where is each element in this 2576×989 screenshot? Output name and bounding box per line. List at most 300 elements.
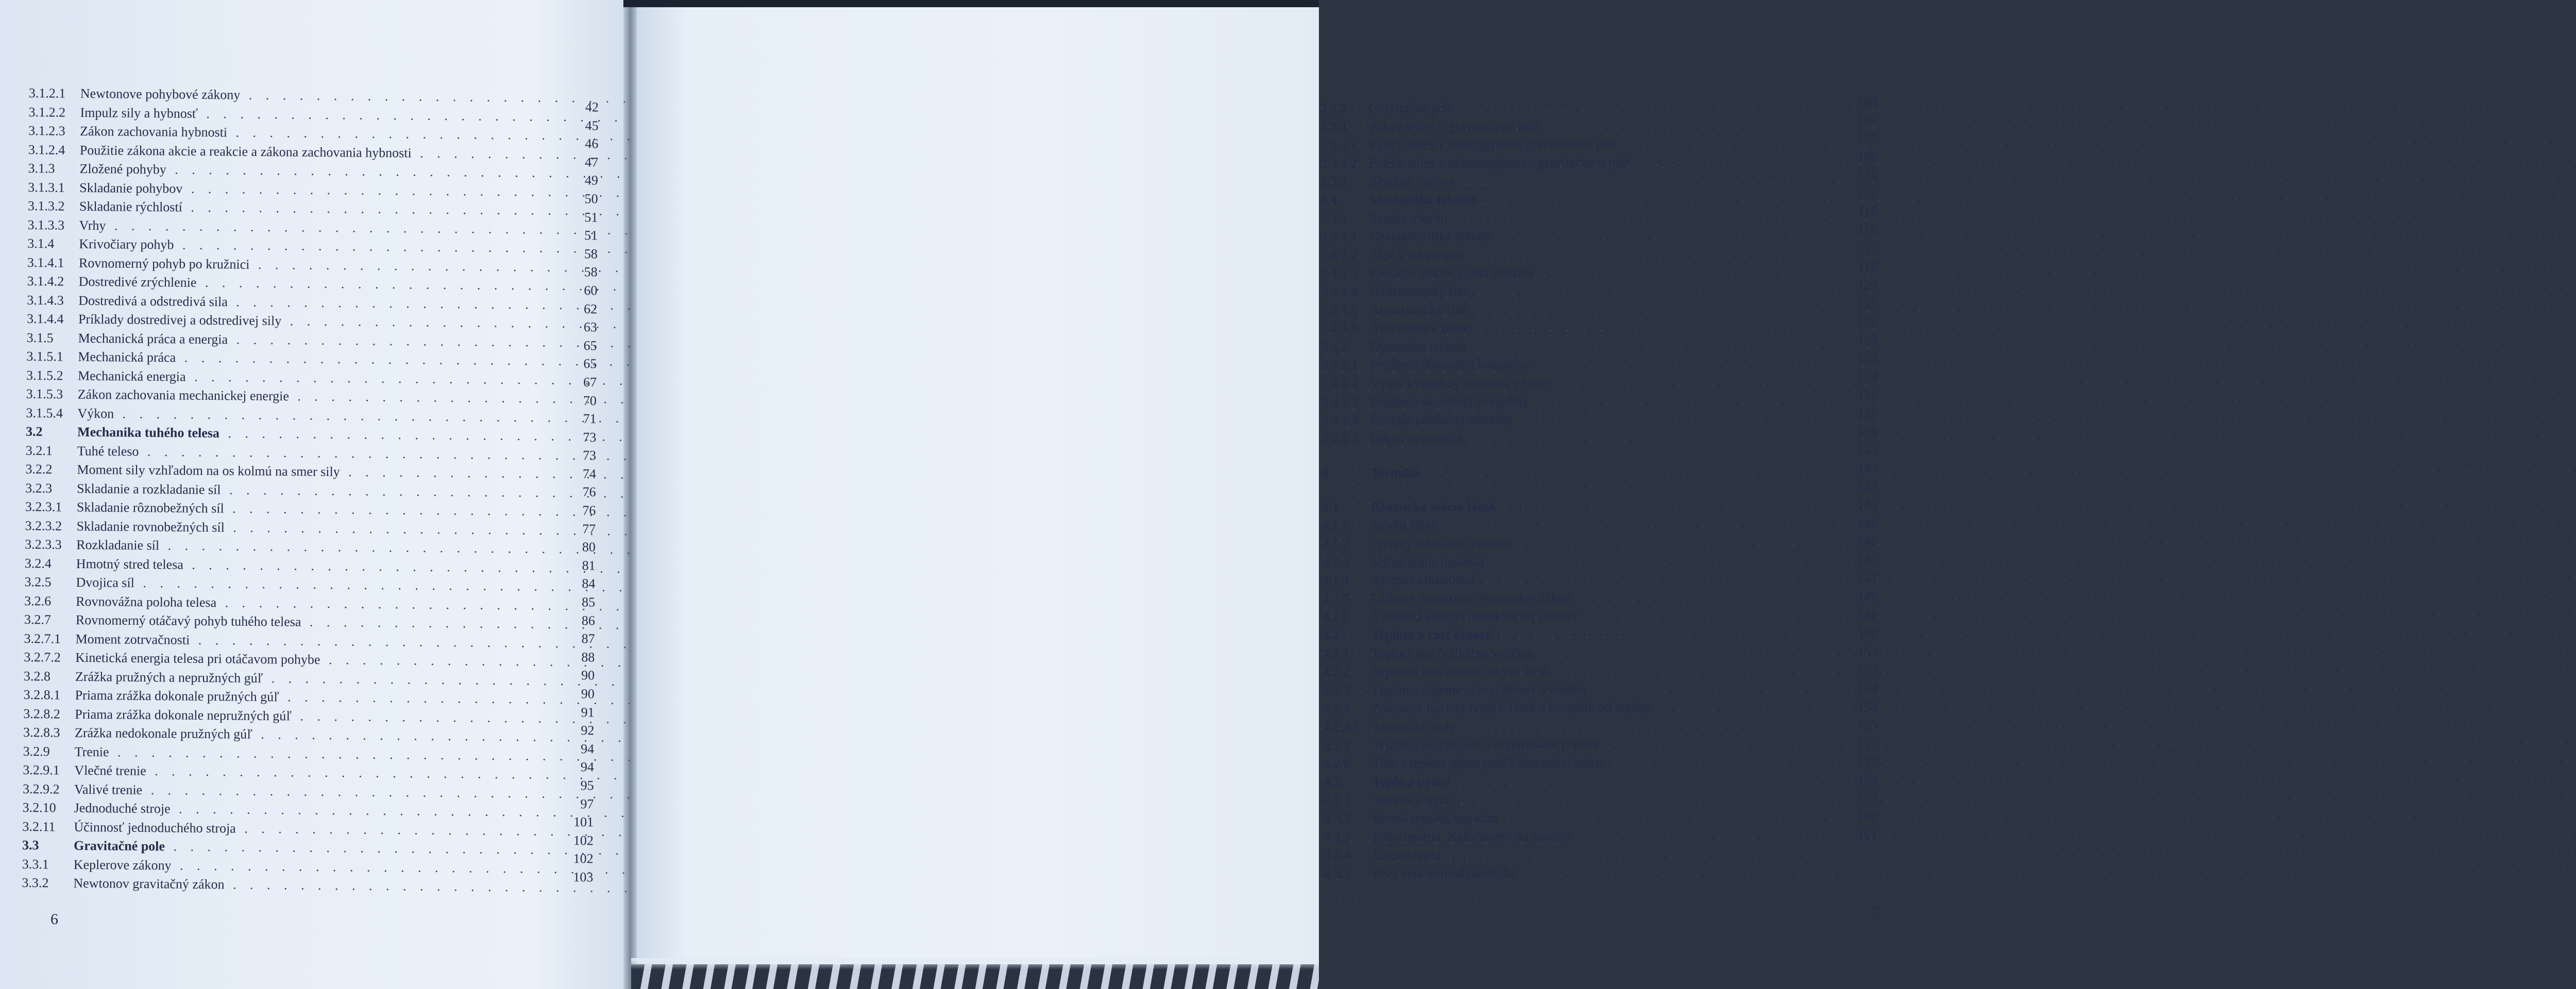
toc-entry-title — [1372, 770, 1880, 791]
toc-entry-number: 3.4.1.1 — [1320, 229, 1358, 245]
toc-entry-title-text: Závislosť hustoty tuhých látok a kvapalín od teploty — [1372, 700, 1652, 716]
toc-entry-number: 4.2.1 — [1323, 646, 1350, 661]
toc-entry-number: 3.2.10 — [22, 799, 56, 815]
toc-entry-number: 4.3.3 — [1324, 829, 1351, 845]
toc-entry-title — [1370, 371, 1878, 393]
toc-page-number: 146 — [1857, 534, 1877, 550]
toc-entry-title-text: Vrhy — [79, 217, 106, 233]
toc-entry-title-text: Prvá veta termodynamická — [1372, 865, 1517, 881]
toc-page-number: 62 — [584, 301, 598, 316]
toc-page-number: 143 — [1857, 461, 1877, 476]
toc-entry-number: 3.1.5 — [26, 330, 54, 345]
toc-entry-title-text: Rozkladanie síl — [76, 537, 160, 553]
toc-entry-title — [1371, 605, 1879, 626]
toc-entry-number: 3.1.3.1 — [28, 179, 65, 195]
toc-entry-title-text: Teplota ako fyzikálna veličina — [1371, 645, 1534, 661]
toc-entry-number: 4.2.4 — [1323, 701, 1350, 717]
toc-entry-title — [1372, 752, 1880, 773]
toc-entry — [1324, 770, 1880, 791]
toc-page-number: 70 — [583, 393, 597, 408]
toc-entry-number: 3.2.8.2 — [23, 706, 60, 722]
toc-entry-title-text: Hmotný stred telesa — [76, 556, 183, 572]
toc-entry — [1323, 660, 1879, 681]
toc-entry-number: 3.2.11 — [22, 819, 56, 834]
toc-page-number: 107 — [1857, 131, 1877, 146]
toc-page-number: 147 — [1857, 552, 1877, 568]
toc-page-number: 158 — [1857, 772, 1877, 788]
toc-entry-title — [1370, 408, 1878, 429]
toc-entry-number: 3.4.2.1 — [1321, 357, 1359, 373]
toc-entry-number: 4.1.2 — [1322, 536, 1349, 552]
toc-entry — [1320, 188, 1877, 209]
left-page — [0, 0, 630, 989]
toc-entry-number: 3.2 — [25, 423, 43, 439]
toc-page-number: 102 — [573, 832, 594, 848]
toc-page-number: 116 — [1857, 223, 1877, 238]
toc-page-number: 67 — [583, 374, 597, 390]
toc-entry-title — [1369, 96, 1876, 117]
toc-entry — [1324, 807, 1880, 828]
toc-entry-title-text: Šírenie tepla — [1372, 847, 1440, 863]
toc-entry-title-text: Slnečná sústava — [1369, 174, 1455, 189]
page-edge-fade — [631, 958, 1319, 969]
toc-page-number: 160 — [1857, 809, 1877, 825]
toc-page-number: 155 — [1857, 718, 1877, 733]
toc-page-number: 150 — [1857, 626, 1877, 641]
toc-entry-title-text: Účinnosť jednoduchého stroja — [74, 819, 236, 836]
toc-entry-number: 3.3.3 — [1320, 100, 1347, 116]
toc-entry-title — [1369, 115, 1876, 136]
toc-entry-number: 3.2.7.1 — [24, 630, 61, 646]
toc-entry-title-text: Newtonove pohybové zákony — [80, 86, 241, 103]
toc-entry-title-text: Tlak a teplota plynu podľa kinetickej teórie — [1372, 755, 1605, 771]
toc-entry-title-text: Odpor prostredia — [1370, 430, 1462, 446]
toc-entry-title-text: Energia prúdiacej tekutiny — [1370, 412, 1513, 428]
toc-entry — [1323, 678, 1879, 700]
toc-page-number: 77 — [582, 521, 596, 537]
toc-entry-title — [1372, 697, 1879, 718]
toc-entry-title-text: Hydrostatický tlak — [1369, 283, 1469, 299]
toc-entry-title — [1370, 262, 1877, 283]
left-page-number-column — [561, 98, 599, 886]
toc-entry-number: 4.3 — [1323, 774, 1341, 790]
toc-entry — [22, 874, 552, 897]
toc-entry-title — [1370, 316, 1877, 337]
toc-entry-title-text: Skladanie rýchlostí — [79, 198, 183, 215]
toc-page-number: 91 — [581, 704, 595, 720]
toc-page-number: 101 — [573, 814, 594, 830]
toc-page-number: 58 — [584, 264, 598, 280]
toc-entry-title — [73, 874, 552, 897]
toc-entry-title-text: Pohyb telies v nehomogénnom gravitačnom poli — [1369, 154, 1630, 171]
toc-page-number: 45 — [585, 117, 599, 133]
toc-entry-title — [1371, 462, 1878, 483]
toc-entry-title-text: Prúdenie dokonalej kvapaliny — [1370, 356, 1531, 372]
toc-entry-number: 3.4.2.3 — [1321, 394, 1359, 410]
toc-entry-title — [1371, 532, 1878, 553]
toc-entry-title-text: Anomália vody — [1372, 719, 1455, 735]
toc-entry-title-text: Rovnovážna poloha telesa — [76, 593, 217, 610]
toc-entry-title-text: Kalorimetria. Kalorimetrická rovnica — [1372, 828, 1573, 845]
toc-entry — [1321, 427, 1878, 448]
toc-entry — [1320, 207, 1877, 228]
toc-page-number: 46 — [585, 136, 599, 151]
toc-entry — [1323, 587, 1879, 608]
toc-entry-number: 3.4.1.2 — [1320, 247, 1358, 263]
toc-entry-number: 4.2.5 — [1323, 738, 1350, 753]
toc-entry-number: 4.2.6 — [1323, 756, 1350, 772]
toc-entry-title — [1370, 298, 1877, 319]
toc-page-number: 90 — [581, 686, 595, 702]
toc-page-number: 94 — [581, 741, 595, 757]
toc-entry-number: 4.1.1 — [1322, 518, 1349, 533]
toc-entry-title — [1370, 280, 1877, 301]
toc-entry-title-text: Mechanika tuhého telesa — [77, 424, 220, 441]
toc-page-number: 116 — [1857, 204, 1877, 219]
toc-entry-title-text: Teplota a rozťažnosť — [1371, 627, 1493, 643]
toc-page-number: 123 — [1857, 296, 1877, 311]
toc-entry-number: 3.1.3 — [28, 160, 55, 176]
toc-entry-number: 4.3.5 — [1324, 866, 1351, 881]
toc-entry — [1323, 605, 1879, 626]
toc-entry — [1323, 569, 1879, 590]
toc-entry-title — [1369, 151, 1877, 173]
toc-entry-title — [1371, 587, 1879, 608]
toc-entry-number: 3.2.8 — [23, 668, 51, 684]
right-toc-list — [1320, 96, 1880, 883]
toc-entry-title — [1370, 353, 1878, 374]
toc-entry-number: 4.1.6 — [1323, 609, 1350, 625]
toc-page-number: 157 — [1857, 754, 1877, 770]
toc-entry-title-text: Priama zrážka dokonale nepružných gúľ — [75, 706, 292, 723]
toc-entry-number: 3.4.2.5 — [1321, 431, 1359, 446]
left-page-folio: 6 — [50, 911, 58, 928]
toc-page-number: 76 — [582, 484, 596, 500]
toc-entry — [1320, 96, 1876, 117]
toc-entry-title-text: Vnútorná energia molekulovej sústavy — [1371, 608, 1579, 624]
toc-entry-number: 3.2.7.2 — [24, 649, 61, 665]
toc-entry-title — [1369, 133, 1876, 155]
toc-entry — [1324, 752, 1880, 773]
toc-page-number: 107 — [1857, 112, 1877, 128]
toc-entry-title-text: Príklady dostredivej a odstredivej sily — [78, 311, 282, 329]
toc-entry-title-text: Látkové množstvo. Avogardov zákon — [1371, 590, 1572, 606]
toc-entry-number: 3.4.2.2 — [1321, 376, 1359, 391]
toc-entry-number: 3.2.1 — [25, 442, 53, 458]
toc-entry-number: 3.3 — [22, 837, 39, 853]
toc-entry-number: 3.1.2.4 — [28, 142, 65, 158]
toc-entry-title-text: Pascalov zákon a jeho využitie — [1369, 265, 1535, 281]
toc-page-number: 97 — [580, 796, 594, 811]
toc-entry-number: 4.2.3 — [1323, 683, 1350, 698]
toc-page-number: 135 — [1857, 387, 1877, 403]
toc-entry-title — [1369, 225, 1877, 246]
toc-page-number: 148 — [1857, 589, 1877, 605]
toc-entry — [1323, 697, 1879, 718]
toc-page-number: 115 — [1857, 167, 1877, 183]
toc-entry-number: 3.3.2 — [22, 875, 49, 891]
toc-entry-number: 3.3.4.1 — [1320, 137, 1358, 153]
toc-entry — [1323, 550, 1879, 571]
toc-entry-number: 4.3.2 — [1324, 811, 1351, 826]
toc-entry-number: 3.2.2 — [25, 461, 53, 477]
toc-entry — [1320, 170, 1877, 191]
toc-page-number: 118 — [1857, 259, 1877, 275]
toc-page-number: 153 — [1857, 644, 1877, 659]
toc-page-number: 159 — [1857, 791, 1877, 806]
toc-entry-title-text: Skladanie a rozkladanie síl — [77, 481, 221, 497]
toc-page-number: 153 — [1857, 662, 1877, 678]
toc-entry-title-text: Teplotná objemová rozťažnosť kvapalín — [1371, 681, 1587, 698]
toc-entry — [1322, 532, 1878, 553]
toc-entry-title — [1369, 243, 1877, 264]
toc-page-number: 73 — [583, 448, 597, 463]
toc-entry-title-text: Jednoduché stroje — [74, 800, 171, 816]
toc-entry-title — [1372, 660, 1879, 681]
toc-page-number: 65 — [583, 337, 597, 353]
toc-page-number: 47 — [585, 155, 599, 170]
right-page-folio: 7 — [1871, 904, 1879, 921]
toc-entry-title-text: Skladanie pohybov — [79, 180, 183, 196]
toc-entry — [1320, 133, 1876, 155]
toc-entry-title-text: Statika tekutín — [1369, 210, 1448, 226]
toc-page-number: 84 — [582, 576, 596, 591]
toc-entry-number: 3.3.4 — [1320, 119, 1347, 134]
toc-entry-title-text: Teplotná rozťažnosť a rozpínavosť plynov — [1372, 736, 1599, 753]
toc-entry-title-text: Teplo a práca — [1372, 774, 1450, 790]
toc-entry-number: 3.1.2.3 — [28, 123, 65, 139]
toc-entry-number: 3.4.1.5 — [1321, 302, 1358, 318]
toc-entry-title — [1369, 170, 1877, 191]
toc-page-number: 154 — [1857, 699, 1877, 714]
toc-entry-title — [1372, 825, 1880, 846]
toc-entry-title — [1372, 807, 1880, 828]
toc-page-number: 117 — [1857, 241, 1877, 256]
toc-entry-title-text: Prejavy tepelného pohybu — [1371, 535, 1512, 551]
toc-entry-title-text: Charakteristika tekutín — [1369, 228, 1493, 244]
toc-entry-title — [1372, 678, 1879, 700]
toc-entry-title — [1371, 550, 1879, 571]
toc-entry-number: 4.1.5 — [1322, 591, 1350, 606]
toc-entry-number: 3.2.9 — [23, 743, 50, 759]
toc-entry-title-text: Prúdenie skutočnej kvapaliny — [1370, 393, 1529, 409]
toc-entry — [1321, 353, 1878, 374]
toc-page-number: 103 — [573, 869, 594, 885]
toc-entry-title-text: Zrážka nedokonale pružných gúľ — [74, 725, 252, 742]
right-page-number-column — [1845, 93, 1877, 844]
toc-entry — [1321, 280, 1877, 301]
toc-entry-number: 3.1.5.4 — [26, 405, 63, 421]
toc-entry-title-text: Kinetická teória látok — [1371, 499, 1496, 515]
toc-entry-number: 3.1.5.3 — [26, 386, 63, 402]
page-top-edge-shadow — [623, 0, 1319, 7]
toc-entry-title-text: Dostredivé zrýchlenie — [78, 274, 197, 290]
toc-entry-title-text: Teplota a teplo — [1372, 792, 1452, 808]
toc-page-number: 71 — [583, 411, 597, 427]
toc-entry-title — [1373, 843, 1880, 864]
toc-entry — [1321, 335, 1877, 356]
toc-entry-title-text: Teplotná rozťažnosť tuhých látok — [1371, 663, 1551, 679]
toc-page-number: 104 — [1857, 94, 1877, 109]
toc-page-number: 146 — [1857, 516, 1877, 531]
toc-page-number: 86 — [581, 612, 596, 628]
toc-entry-title-text: Moment zotrvačnosti — [75, 631, 190, 647]
toc-entry-title-text: Valivé trenie — [74, 781, 143, 797]
toc-entry-title-text: Dostredivá a odstredivá sila — [78, 293, 228, 309]
toc-entry-title-text: Zrážka pružných a nepružných gúľ — [75, 669, 263, 686]
toc-entry-number: 3.1.4.3 — [27, 292, 64, 308]
book-gutter — [623, 0, 637, 989]
toc-page-number: 102 — [573, 851, 594, 866]
toc-entry-title-text: Pohyb telies v homogénnom gravitačnom poli — [1369, 136, 1617, 152]
toc-entry-title-text: Archimedov zákon — [1370, 320, 1472, 336]
toc-page-number: 51 — [584, 228, 598, 243]
toc-page-number: 58 — [584, 246, 598, 262]
toc-entry-title-text: Moment sily vzhľadom na os kolmú na smer sily — [77, 462, 340, 480]
toc-entry-number: 3.4 — [1320, 192, 1337, 208]
toc-page-number: 92 — [581, 723, 595, 738]
toc-page-number: 143 — [1857, 442, 1877, 458]
toc-entry-number: 4.1.4 — [1322, 572, 1349, 588]
toc-page-number: 90 — [581, 668, 595, 683]
toc-page-number: 63 — [583, 319, 597, 335]
toc-entry-number: 3.1.4.1 — [27, 254, 64, 270]
toc-entry-title-text: Rovnomerný pohyb po kružnici — [78, 255, 250, 272]
toc-entry-number: 3.2.3.1 — [25, 499, 62, 515]
toc-entry-number: 4.2.2 — [1323, 664, 1350, 680]
toc-page-number: 145 — [1857, 498, 1877, 513]
toc-page-number: 76 — [582, 503, 596, 518]
toc-entry-number: 3.1.5.1 — [26, 348, 64, 364]
toc-page-number: 134 — [1857, 369, 1877, 384]
toc-entry-title-text: Atmosferický tlak — [1370, 302, 1467, 318]
toc-entry-number: 4.3.4 — [1324, 847, 1351, 863]
toc-entry-title-text: Dvojica síl — [76, 574, 135, 590]
toc-entry-title — [1371, 514, 1878, 535]
toc-entry-title — [1370, 390, 1878, 411]
toc-entry-title-text: Mechanická práca a energia — [78, 330, 228, 347]
toc-entry-title — [1371, 495, 1878, 516]
toc-page-number: 108 — [1857, 149, 1877, 164]
toc-page-number: 65 — [583, 356, 597, 371]
toc-entry-number: 3.2.4 — [24, 555, 52, 571]
toc-entry-number: 3.1.4 — [27, 235, 55, 251]
toc-entry-number: 3.1.4.4 — [26, 311, 64, 327]
toc-entry-number: 3.2.3.2 — [25, 518, 62, 534]
toc-entry-title — [1372, 642, 1879, 663]
toc-entry-number: 3.1.4.2 — [27, 273, 64, 289]
toc-entry — [1322, 462, 1878, 483]
toc-entry-title — [1372, 734, 1879, 755]
toc-entry-title — [1370, 335, 1877, 356]
toc-entry-number: 3.4.2 — [1321, 339, 1348, 354]
toc-entry-title-text: Výtok kvapaliny otvorom v stene — [1370, 374, 1550, 391]
toc-page-number: 88 — [581, 650, 595, 665]
toc-entry-title-text: Výkon — [77, 405, 114, 421]
toc-page-number: 139 — [1857, 424, 1877, 439]
toc-entry-number: 3.1.2.1 — [28, 85, 66, 101]
toc-entry — [1322, 495, 1878, 516]
toc-entry-title-text: Gravitačné pole — [1369, 100, 1454, 116]
toc-entry-title — [1372, 715, 1879, 736]
toc-page-number: 116 — [1857, 185, 1877, 201]
toc-entry-title-text: Mechanická energia — [77, 368, 186, 384]
toc-entry-title — [1369, 207, 1877, 228]
toc-entry-title-text: Dynamika tekutín — [1370, 338, 1467, 354]
toc-entry — [1322, 514, 1878, 535]
toc-entry-title-text: Merná tepelná kapacita — [1372, 810, 1498, 826]
toc-entry-number: 3.2.7 — [24, 611, 52, 627]
toc-page-number: 137 — [1857, 406, 1877, 421]
toc-entry-number: 3.2.3.3 — [25, 536, 62, 552]
toc-entry-number: 3.1.3.3 — [27, 217, 65, 233]
toc-entry-number: 3.1.3.2 — [27, 198, 65, 214]
toc-entry-number: 3.4.2.4 — [1321, 412, 1359, 428]
toc-page-number: 81 — [582, 558, 596, 573]
toc-entry-number: 4.1.3 — [1322, 554, 1349, 570]
toc-entry-title-text: Skladanie rovnobežných síl — [76, 518, 225, 535]
toc-entry-number: 3.2.9.2 — [22, 781, 60, 797]
right-page — [630, 0, 1879, 989]
toc-entry — [1324, 862, 1880, 883]
toc-entry-title-text: Vlečné trenie — [74, 762, 146, 779]
toc-page-number: 95 — [580, 778, 594, 793]
toc-entry-number: 3.1.5.2 — [26, 367, 63, 383]
toc-page-number: 49 — [584, 173, 598, 188]
toc-entry-title-text: Kinetická energia telesa pri otáčavom pohybe — [75, 650, 320, 667]
toc-entry-number: 4.3.1 — [1324, 793, 1351, 808]
toc-entry-title-text: Mechanická práca — [78, 349, 176, 365]
toc-entry-number: 3.3.4.2 — [1320, 156, 1358, 171]
toc-entry — [1320, 225, 1877, 246]
toc-entry-title-text: Tlak v tekutinách — [1369, 247, 1464, 263]
toc-entry-title-text: Zložené pohyby — [79, 161, 166, 177]
toc-entry-title-text: Trenie — [74, 744, 109, 759]
toc-entry-title-text: Zákon zachovania mechanickej energie — [77, 386, 290, 404]
toc-entry — [1320, 151, 1877, 173]
toc-entry-title — [1371, 623, 1879, 644]
toc-entry — [1323, 642, 1879, 663]
toc-entry-number: 3.4.1.4 — [1320, 284, 1358, 299]
toc-entry-number: 3.2.9.1 — [23, 762, 60, 778]
toc-entry — [1324, 825, 1880, 846]
toc-entry — [1323, 623, 1879, 644]
toc-entry-title-text: Gravitačné pole — [73, 838, 165, 854]
toc-entry-title-text: Skladanie rôznobežných síl — [76, 499, 224, 516]
toc-entry-number: 3.4.1 — [1320, 211, 1348, 226]
toc-entry-number: 3.4.1.3 — [1320, 265, 1358, 281]
toc-entry — [1321, 316, 1877, 337]
toc-entry-title — [1370, 427, 1878, 448]
toc-entry-number: 3.4.1.6 — [1321, 320, 1358, 336]
toc-entry — [1321, 371, 1878, 393]
toc-entry — [1321, 298, 1877, 319]
toc-entry-title-text: Rovnomerný otáčavý pohyb tuhého telesa — [75, 612, 301, 629]
toc-entry-number: 3.3.1 — [22, 856, 49, 872]
left-toc-list — [22, 84, 560, 897]
toc-entry-number: 4.2 — [1323, 627, 1340, 643]
toc-entry-number: 3.1.2.2 — [28, 104, 66, 120]
toc-entry-title — [1373, 862, 1880, 883]
toc-page-number: 85 — [582, 594, 596, 610]
toc-entry-title-text: Termika — [1370, 465, 1420, 481]
toc-entry-title-text: Stavba látok — [1371, 517, 1438, 533]
toc-entry-title-text: Krivočiary pohyb — [79, 236, 174, 252]
toc-entry-number: 4.1 — [1322, 499, 1339, 515]
toc-page-number: 60 — [584, 283, 598, 298]
toc-entry-number: 3.3.5 — [1320, 174, 1347, 190]
toc-entry-title — [1372, 789, 1880, 810]
